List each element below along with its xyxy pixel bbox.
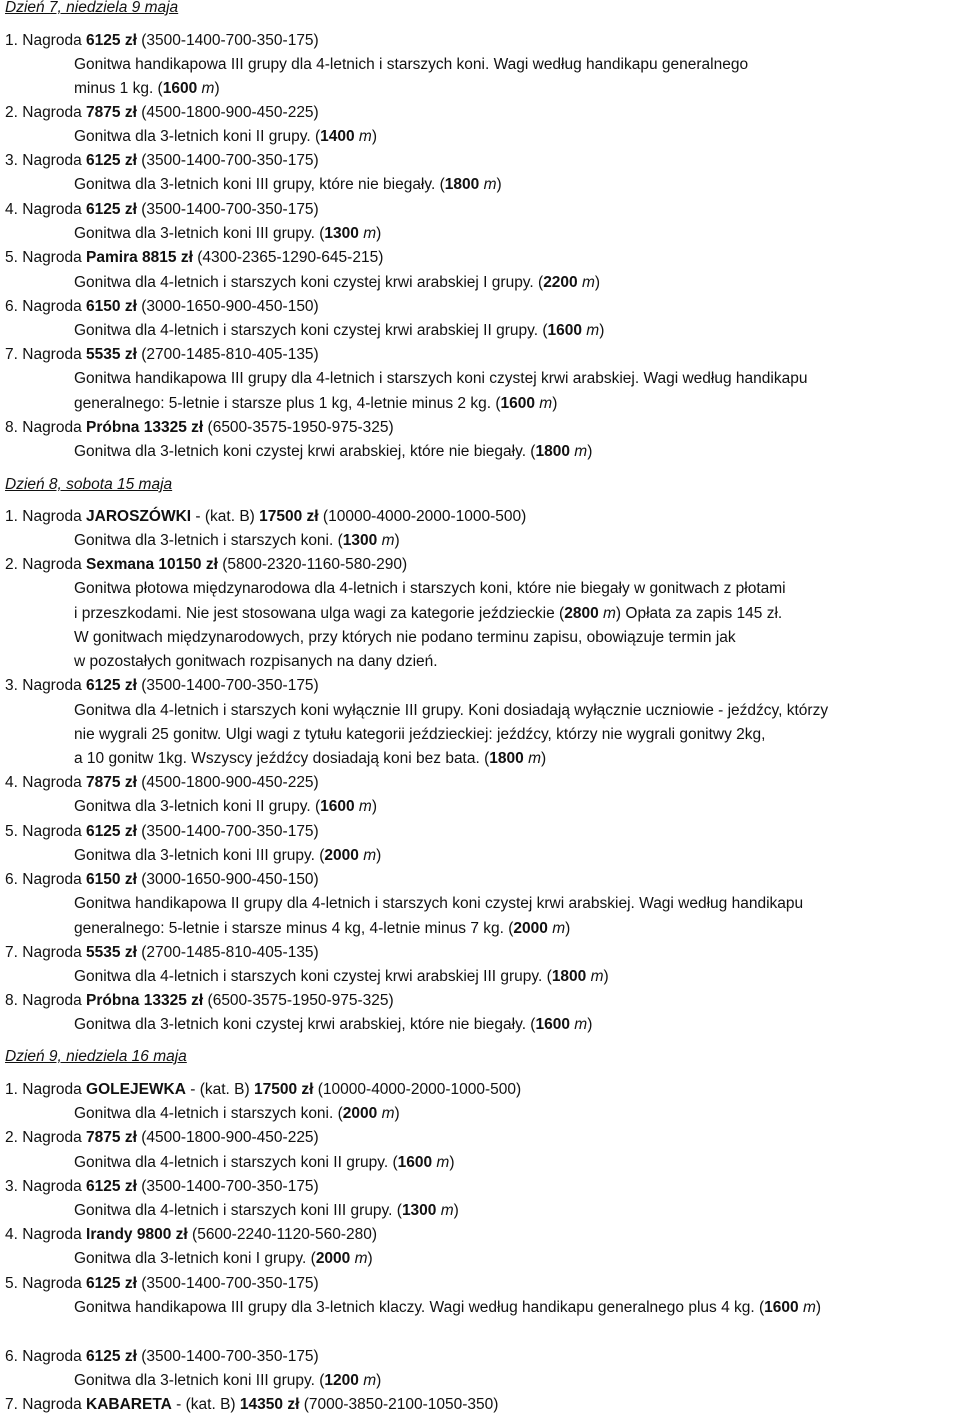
race-heading [5,870,319,890]
description-text: ) [603,968,609,985]
description-text: w pozostałych gonitwach rozpisanych na dany dzień. [74,653,438,670]
distance-value: 2000 [315,1250,351,1267]
description-text: Gonitwa dla 4-letnich i starszych koni czystej krwi arabskiej II grupy. ( [74,322,548,339]
prize-name: JAROSZÓWKI [86,508,192,525]
race-heading [5,1225,377,1245]
description-text: Gonitwa dla 3-letnich koni czystej krwi arabskiej, które nie biegały. ( [74,1016,536,1033]
race-heading [5,1274,319,1294]
prize-split: (2700-1485-810-405-135) [141,944,319,961]
description-text: generalnego: 5-letnie i starsze minus 4 kg, 4-letnie minus 7 kg. ( [74,920,514,937]
prize-split: (4500-1800-900-450-225) [141,774,319,791]
description-text: i przeszkodami. Nie jest stosowana ulga wagi za kategorie jeździeckie ( [74,605,565,622]
prize-amount: 7875 zł [86,104,137,121]
race-heading [5,773,319,793]
description-text: Gonitwa handikapowa III grupy dla 4-letnich i starszych koni. Wagi według handikapu generalnego [74,56,749,73]
description-text: Gonitwa dla 3-letnich i starszych koni. ( [74,532,343,549]
race-description-line [74,1201,459,1221]
race-heading [5,103,319,123]
description-text: ) Opłata za zapis 145 zł. [615,605,783,622]
race-description-line [74,55,748,75]
distance-value: 1800 [551,968,587,985]
race-description-line [74,967,609,987]
race-number: 7. [5,944,18,961]
distance-unit: m [528,750,541,767]
prize-name: Sexmana [86,556,155,573]
prize-amount: 17500 zł [259,508,319,525]
race-description-line [74,1104,400,1124]
race-heading [5,555,407,575]
race-description-line [74,604,782,624]
prize-split: (3000-1650-900-450-150) [141,871,319,888]
distance-value: 1600 [500,395,535,412]
prize-word: Nagroda [22,556,82,573]
prize-word: Nagroda [22,1396,82,1413]
prize-amount: 6125 zł [86,823,137,840]
prize-word: Nagroda [22,249,82,266]
distance-unit: m [539,395,553,412]
race-description-line [74,894,803,914]
prize-word: Nagroda [22,677,82,694]
race-number: 2. [5,104,18,121]
race-heading [5,822,319,842]
race-description-line [74,846,381,866]
race-heading [5,248,383,268]
distance-value: 2000 [342,1105,378,1122]
distance-unit: m [552,920,566,937]
race-number: 3. [5,677,18,694]
race-description-line [74,701,828,721]
race-heading [5,676,319,696]
description-text: W gonitwach międzynarodowych, przy których nie podano terminu zapisu, obowiązuje termin jak [74,629,736,646]
prize-split: (3500-1400-700-350-175) [141,677,319,694]
distance-unit: m [381,532,395,549]
race-number: 3. [5,152,18,169]
race-number: 6. [5,298,18,315]
prize-amount: 6125 zł [86,201,137,218]
prize-split: (6500-3575-1950-975-325) [207,992,394,1009]
description-text: Gonitwa dla 4-letnich i starszych koni III grupy. ( [74,1202,402,1219]
race-number: 6. [5,1348,18,1365]
race-description-line [74,725,765,745]
prize-amount: 10150 zł [158,556,218,573]
description-text: ) [214,80,220,97]
race-number: 5. [5,1275,18,1292]
race-heading [5,418,394,438]
prize-split: (3500-1400-700-350-175) [141,32,319,49]
description-text: ) [367,1250,373,1267]
description-text: a 10 gonitw 1kg. Wszyscy jeźdźcy dosiadają koni bez bata. ( [74,750,490,767]
prize-amount: 17500 zł [253,1081,314,1098]
prize-word: Nagroda [22,774,82,791]
description-text: nie wygrali 25 gonitw. Ulgi wagi z tytułu kategorii jeździeckiej: jeźdźcy, którzy nie wygrali gonitwy 2kg, [74,726,766,743]
description-text: Gonitwa dla 3-letnich koni I grupy. ( [74,1250,316,1267]
prize-split: (6500-3575-1950-975-325) [207,419,394,436]
description-text: ) [815,1299,822,1316]
description-text: Gonitwa dla 3-letnich koni III grupy. ( [74,847,325,864]
race-description-line [74,531,400,551]
race-description-line [74,79,220,99]
description-text: Gonitwa dla 4-letnich i starszych koni czystej krwi arabskiej I grupy. ( [74,274,544,291]
race-number: 6. [5,871,18,888]
prize-split: (5800-2320-1160-580-290) [222,556,408,573]
distance-unit: m [440,1202,454,1219]
prize-word: Nagroda [22,1129,82,1146]
description-text: Gonitwa dla 4-letnich i starszych koni czystej krwi arabskiej III grupy. ( [74,968,552,985]
distance-unit: m [436,1154,450,1171]
prize-split: (3500-1400-700-350-175) [141,1178,319,1195]
distance-value: 1200 [324,1372,359,1389]
prize-category: - (kat. B) [190,1081,250,1098]
prize-word: Nagroda [22,1348,82,1365]
distance-value: 1600 [547,322,582,339]
distance-unit: m [802,1299,816,1316]
prize-name: Irandy [86,1226,133,1243]
description-text: Gonitwa dla 3-letnich koni III grupy. ( [74,225,325,242]
race-number: 7. [5,346,18,363]
race-heading [5,200,319,220]
distance-unit: m [586,322,600,339]
race-description-line [74,797,377,817]
distance-unit: m [603,605,616,622]
race-description-line [74,1371,381,1391]
race-description-line [74,1015,592,1035]
prize-amount: 6125 zł [86,32,137,49]
prize-word: Nagroda [22,871,82,888]
race-number: 4. [5,1226,18,1243]
race-heading [5,151,319,171]
description-text: ) [496,176,502,193]
prize-split: (3500-1400-700-350-175) [141,1275,319,1292]
prize-word: Nagroda [22,1081,82,1098]
race-number: 5. [5,249,18,266]
description-text: ) [394,1105,400,1122]
distance-unit: m [590,968,604,985]
distance-value: 1800 [444,176,480,193]
prize-word: Nagroda [22,992,82,1009]
prize-split: (3500-1400-700-350-175) [141,152,319,169]
distance-unit: m [358,128,372,145]
description-text: Gonitwa dla 3-letnich koni II grupy. ( [74,128,321,145]
race-description-line [74,127,377,147]
distance-unit: m [574,1016,588,1033]
description-text: ) [371,798,377,815]
prize-word: Nagroda [22,346,82,363]
prize-name: Próbna [86,992,140,1009]
race-description-line [74,442,592,462]
prize-word: Nagroda [22,104,82,121]
race-heading [5,1080,521,1100]
prize-word: Nagroda [22,201,82,218]
prize-split: (4500-1800-900-450-225) [141,1129,319,1146]
distance-unit: m [363,847,377,864]
prize-category: - (kat. B) [195,508,255,525]
description-text: Gonitwa handikapowa II grupy dla 4-letnich i starszych koni czystej krwi arabskiej. Wagi według handikapu [74,895,804,912]
prize-amount: 9800 zł [136,1226,188,1243]
prize-split: (3500-1400-700-350-175) [141,823,319,840]
prize-split: (4500-1800-900-450-225) [141,104,319,121]
distance-unit: m [381,1105,395,1122]
prize-amount: 6125 zł [86,677,137,694]
description-text: Gonitwa handikapowa III grupy dla 4-letnich i starszych koni czystej krwi arabskiej. Wagi według handikapu [74,370,808,387]
race-description-line [74,1153,455,1173]
prize-name: KABARETA [86,1396,172,1413]
prize-word: Nagroda [22,1275,82,1292]
distance-value: 1600 [320,798,355,815]
prize-amount: 13325 zł [143,992,204,1009]
description-text: ) [371,128,377,145]
race-heading [5,31,319,51]
description-text: ) [453,1202,459,1219]
race-number: 2. [5,556,18,573]
prize-name: Próbna [86,419,140,436]
description-text: Gonitwa dla 3-letnich koni III grupy. ( [74,1372,325,1389]
race-number: 4. [5,201,18,218]
description-text: Gonitwa dla 3-letnich koni czystej krwi arabskiej, które nie biegały. ( [74,443,536,460]
race-description-line [74,652,438,672]
distance-value: 1600 [764,1299,799,1316]
day-heading: Dzień 9, niedziela 16 maja [5,1048,187,1065]
race-description-line [74,273,600,293]
race-number: 8. [5,419,18,436]
distance-unit: m [483,176,497,193]
prize-split: (4300-2365-1290-645-215) [197,249,384,266]
prize-amount: 13325 zł [143,419,204,436]
prize-word: Nagroda [22,32,82,49]
description-text: Gonitwa dla 4-letnich i starszych koni II grupy. ( [74,1154,398,1171]
description-text: ) [376,847,382,864]
race-description-line [74,369,807,389]
race-description-line [74,579,786,599]
prize-amount: 5535 zł [86,346,137,363]
prize-amount: 8815 zł [142,249,193,266]
prize-amount: 7875 zł [86,1129,137,1146]
description-text: ) [540,750,547,767]
description-text: Gonitwa dla 3-letnich koni III grupy, które nie biegały. ( [74,176,445,193]
distance-value: 1300 [324,225,359,242]
prize-split: (10000-4000-2000-1000-500) [317,1081,522,1098]
description-text: Gonitwa handikapowa III grupy dla 3-letnich klaczy. Wagi według handikapu generalnego plus 4 kg. ( [74,1299,765,1316]
race-number: 1. [5,1081,18,1098]
race-description-line [74,175,502,195]
prize-amount: 14350 zł [239,1396,300,1413]
prize-amount: 6125 zł [86,152,137,169]
race-heading [5,1347,319,1367]
race-number: 1. [5,32,18,49]
race-heading [5,1177,319,1197]
description-text: Gonitwa dla 4-letnich i starszych koni wyłącznie III grupy. Koni dosiadają wyłącznie uczniowie - jeźdźcy, którzy [74,702,829,719]
prize-amount: 5535 zł [86,944,137,961]
description-text: ) [376,1372,382,1389]
distance-value: 1300 [342,532,378,549]
description-text: ) [587,1016,593,1033]
race-number: 1. [5,508,18,525]
distance-value: 1800 [489,750,524,767]
distance-value: 2200 [543,274,578,291]
description-text: ) [449,1154,455,1171]
race-description-line [74,321,604,341]
distance-value: 1800 [535,443,570,460]
race-description-line [74,1298,821,1318]
description-text: ) [394,532,400,549]
race-description-line [74,749,546,769]
distance-unit: m [363,1372,377,1389]
race-description-line [74,394,557,414]
prize-name: GOLEJEWKA [86,1081,186,1098]
race-number: 7. [5,1396,18,1413]
prize-split: (5600-2240-1120-560-280) [192,1226,378,1243]
prize-name: Pamira [86,249,138,266]
race-number: 4. [5,774,18,791]
description-text: ) [594,274,601,291]
prize-split: (3000-1650-900-450-150) [141,298,319,315]
prize-word: Nagroda [22,1178,82,1195]
description-text: generalnego: 5-letnie i starsze plus 1 kg, 4-letnie minus 2 kg. ( [74,395,501,412]
race-heading [5,943,319,963]
race-heading [5,991,394,1011]
description-text: Gonitwa dla 3-letnich koni II grupy. ( [74,798,321,815]
race-number: 2. [5,1129,18,1146]
race-description-line [74,628,736,648]
prize-word: Nagroda [22,508,82,525]
distance-value: 2000 [513,920,548,937]
prize-amount: 6125 zł [86,1178,137,1195]
race-heading [5,345,319,365]
race-description-line [74,919,570,939]
race-description-line [74,224,381,244]
prize-split: (3500-1400-700-350-175) [141,201,319,218]
prize-word: Nagroda [22,1226,82,1243]
prize-split: (2700-1485-810-405-135) [141,346,319,363]
race-heading [5,297,319,317]
race-number: 8. [5,992,18,1009]
distance-value: 1300 [401,1202,437,1219]
distance-unit: m [358,798,372,815]
prize-amount: 6125 zł [86,1275,137,1292]
distance-unit: m [574,443,588,460]
distance-value: 1600 [535,1016,570,1033]
description-text: ) [565,920,571,937]
prize-split: (3500-1400-700-350-175) [141,1348,319,1365]
prize-split: (10000-4000-2000-1000-500) [322,508,527,525]
prize-amount: 7875 zł [86,774,137,791]
distance-value: 2000 [324,847,359,864]
race-number: 5. [5,823,18,840]
prize-category: - (kat. B) [176,1396,236,1413]
description-text: ) [599,322,605,339]
prize-amount: 6150 zł [86,871,137,888]
distance-unit: m [363,225,377,242]
distance-value: 1400 [320,128,355,145]
race-number: 3. [5,1178,18,1195]
prize-amount: 6150 zł [86,298,137,315]
description-text: ) [552,395,558,412]
prize-word: Nagroda [22,419,82,436]
prize-word: Nagroda [22,152,82,169]
distance-value: 1600 [397,1154,433,1171]
race-heading [5,507,526,527]
race-heading [5,1395,498,1415]
distance-unit: m [581,274,595,291]
prize-word: Nagroda [22,823,82,840]
race-heading [5,1128,319,1148]
description-text: ) [587,443,593,460]
day-heading: Dzień 7, niedziela 9 maja [5,0,179,16]
race-description-line [74,1249,373,1269]
description-text: Gonitwa płotowa międzynarodowa dla 4-letnich i starszych koni, które nie biegały w gonitwach z płotami [74,580,786,597]
distance-unit: m [354,1250,368,1267]
description-text: Gonitwa dla 4-letnich i starszych koni. ( [74,1105,343,1122]
distance-value: 1600 [162,80,198,97]
distance-value: 2800 [564,605,599,622]
day-heading: Dzień 8, sobota 15 maja [5,476,173,493]
prize-split: (7000-3850-2100-1050-350) [303,1396,499,1413]
distance-unit: m [201,80,215,97]
prize-word: Nagroda [22,944,82,961]
description-text: ) [376,225,382,242]
prize-word: Nagroda [22,298,82,315]
description-text: minus 1 kg. ( [74,80,163,97]
prize-amount: 6125 zł [86,1348,137,1365]
